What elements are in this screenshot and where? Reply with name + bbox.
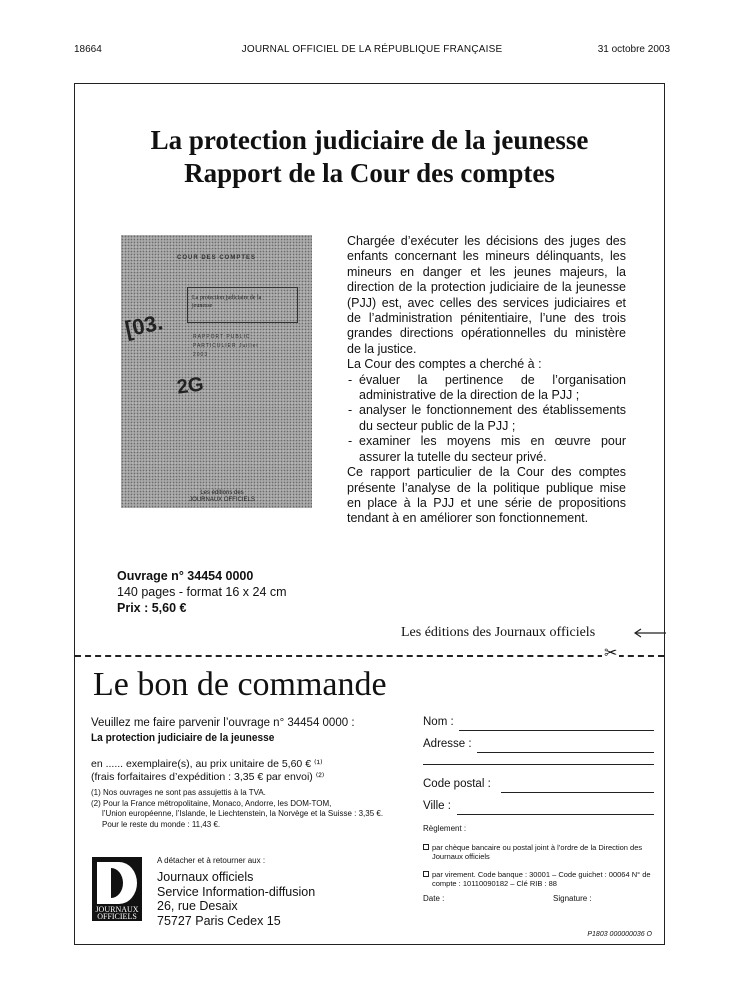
cover-subtitle: RAPPORT PUBLIC PARTICULIER Juillet 2003: [193, 334, 259, 358]
running-head: [74, 44, 670, 60]
cover-handwritten-mark-2: 2G: [175, 373, 206, 399]
checkbox-icon[interactable]: [423, 844, 429, 850]
ville-line: [457, 814, 654, 815]
advert-title: [75, 124, 664, 190]
shipping-line: (frais forfaitaires d’expédition : 3,35 € par envoi) ⁽²⁾: [91, 771, 325, 783]
address-line: 75727 Paris Cedex 15: [157, 913, 281, 928]
logo-text-line2: OFFICIELS: [97, 912, 137, 921]
footnote-1: (1) Nos ouvrages ne sont pas assujettis à la TVA.: [91, 788, 266, 797]
arrow-left-icon: [632, 625, 666, 641]
issue-date: 31 octobre 2003: [597, 44, 670, 55]
reference-code: P1803 000000036 O: [587, 931, 652, 938]
advert-title-line1: La protection judiciaire de la jeunesse: [150, 125, 589, 155]
code-postal-field[interactable]: [423, 778, 656, 800]
payment-option-virement[interactable]: [423, 870, 656, 888]
quantity-line: en ...... exemplaire(s), au prix unitaire de 5,60 € ⁽¹⁾: [91, 758, 323, 770]
payment-option-cheque[interactable]: [423, 843, 656, 861]
quantity-block: [91, 758, 407, 784]
book-details: [117, 568, 287, 616]
book-description: [347, 234, 626, 527]
adresse-line: [477, 752, 654, 753]
scissors-icon: ✂: [604, 645, 618, 662]
description-lead: La Cour des comptes a cherché à :: [347, 357, 542, 372]
cut-line: [75, 655, 664, 657]
advert-title-line2: Rapport de la Cour des comptes: [184, 158, 555, 188]
order-form-title: Le bon de commande: [93, 666, 387, 703]
price: Prix : 5,60 €: [117, 601, 187, 615]
adresse-extra-line[interactable]: [423, 760, 656, 778]
signature-label: Signature :: [553, 894, 592, 903]
payment-cheque-text: par chèque bancaire ou postal joint à l’ordre de la Direction des Journaux officiels: [432, 843, 643, 861]
date-signature-row: [423, 894, 656, 906]
journaux-officiels-logo: [91, 856, 143, 922]
cover-publisher: Les éditions des JOURNAUX OFFICIELS: [189, 490, 255, 503]
address-line: Journaux officiels: [157, 870, 254, 884]
ouvrage-number: Ouvrage n° 34454 0000: [117, 569, 254, 583]
date-label: Date :: [423, 894, 445, 903]
adresse-field[interactable]: [423, 738, 656, 760]
address-line: 26, rue Desaix: [157, 899, 238, 913]
advert-box: [74, 83, 665, 945]
editions-label: Les éditions des Journaux officiels: [401, 625, 596, 640]
objectives-list: [347, 373, 626, 465]
footnote-2-cont: l’Union européenne, l’Islande, le Liechtenstein, la Norvège et la Suisse : 3,35 €.: [102, 809, 384, 818]
customer-form: [423, 716, 656, 906]
address-line: Service Information-diffusion: [157, 884, 316, 899]
description-intro: Chargée d’exécuter les décisions des juges des enfants concernant les mineurs délinquants, les mineurs en danger et les jeunes majeurs, la direction de la protection judiciaire de la jeunesse (PJJ) est, avec celles des services judiciaires et de l’administration pénitentiaire, l’une des trois grandes directions opérationnelles du ministère de la justice.: [347, 234, 626, 356]
description-conclusion: Ce rapport particulier de la Cour des comptes présente l’analyse de la politique publique mise en place à la PJJ et une série de propositions tendant à en améliorer son fonctionnement.: [347, 465, 626, 526]
footnotes: [91, 788, 407, 830]
ville-label: Ville :: [423, 800, 451, 812]
return-note: A détacher et à retourner aux :: [157, 856, 266, 865]
nom-field[interactable]: [423, 716, 656, 738]
objective-item: - évaluer la pertinence de l’organisation administrative de la direction de la PJJ ;: [347, 373, 626, 404]
cover-title-frame: [187, 287, 298, 323]
book-cover-image: [121, 235, 312, 508]
nom-label: Nom :: [423, 716, 454, 728]
nom-line: [459, 730, 654, 731]
ordered-book-title: La protection judiciaire de la jeunesse: [91, 732, 275, 744]
cover-handwritten-mark: [03.: [122, 309, 166, 342]
code-postal-line: [501, 792, 654, 793]
adresse-label: Adresse :: [423, 738, 472, 750]
cover-book-title: La protection judiciaire de la jeunesse: [192, 295, 262, 309]
journal-title: JOURNAL OFFICIEL DE LA RÉPUBLIQUE FRANÇAISE: [241, 44, 503, 55]
order-details: [91, 716, 407, 830]
page-number: 18664: [74, 44, 102, 55]
cover-organisation: COUR DES COMPTES: [176, 255, 256, 261]
request-line: Veuillez me faire parvenir l’ouvrage n° 34454 0000 :: [91, 717, 355, 729]
pages-format: 140 pages - format 16 x 24 cm: [117, 585, 287, 599]
ville-field[interactable]: [423, 800, 656, 822]
objective-item: - examiner les moyens mis en œuvre pour assurer la tutelle du secteur privé.: [347, 434, 626, 465]
return-address: [157, 870, 315, 928]
logo-text-line1: JOURNAUX: [95, 905, 139, 914]
footnote-2: (2) Pour la France métropolitaine, Monaco, Andorre, les DOM-TOM,: [91, 798, 332, 808]
objective-item: - analyser le fonctionnement des établissements du secteur public de la PJJ ;: [347, 403, 626, 434]
code-postal-label: Code postal :: [423, 778, 491, 790]
reglement-label: Règlement :: [423, 824, 467, 833]
checkbox-icon[interactable]: [423, 871, 429, 877]
footnote-2-world: Pour le reste du monde : 11,43 €.: [102, 819, 221, 829]
payment-virement-text: par virement. Code banque : 30001 – Code guichet : 00064 N° de compte : 10110090182 – Clé RIB : 88: [432, 870, 651, 888]
